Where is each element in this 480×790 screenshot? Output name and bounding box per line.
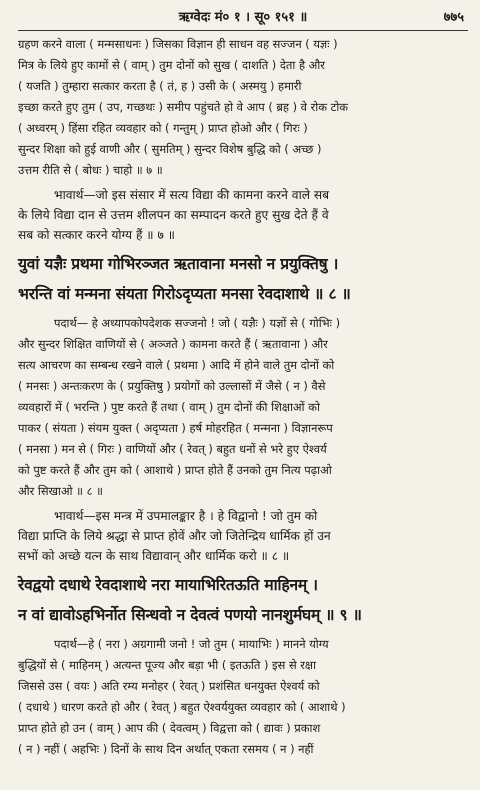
padarth-line: पदार्थ—हे ( नरा ) अग्रगामी जनो ! जो तुम ( मायाभिः ) मानने योग्य xyxy=(54,637,329,651)
padarth-line: और सिखाओ ॥ ८ ॥ xyxy=(18,484,103,498)
padarth-line: बुद्धियों से ( माहिनम् ) अत्यन्त पूज्य और बड़ा भी ( इतऊति ) इस से रक्षा xyxy=(18,658,317,672)
bhavarth-line: भावार्थ—जो इस संसार में सत्य विद्या की कामना करने वाले सब xyxy=(54,188,330,202)
padarth-line: पाकर ( संयता ) संयम युक्त ( अदृप्यता ) हर्ष मोहरहित ( मन्मना ) विज्ञानरूप xyxy=(18,421,333,435)
padarth-line: उत्तम रीति से ( बोधः ) चाहो ॥ ७ ॥ xyxy=(18,163,163,177)
padarth-line: को पुष्ट करते हैं और तुम को ( आशाथे ) प्राप्त होते हैं उनको तुम नित्य पढ़ाओ xyxy=(18,463,332,477)
running-title: ऋग्वेदः मं० १ । सू० १५१ ॥ xyxy=(178,10,308,25)
padarth-line: ( यजति ) तुम्हारा सत्कार करता है ( तं, ह ) उसी के ( अस्मयु ) हमारी xyxy=(18,79,302,93)
mantra-line: युवां यज्ञैः प्रथमा गोभिरञ्जत ऋतावाना मनसो न प्रयुक्तिषु । xyxy=(18,254,339,273)
padarth-line: जिससे उस ( वयः ) अति रम्य मनोहर ( रेवत् ) प्रशंसित धनयुक्त ऐश्वर्य को xyxy=(18,679,320,693)
bhavarth-line: विद्या प्राप्ति के लिये श्रद्धा से प्राप्त होवें और जो जितेन्द्रिय धार्मिक हों उन xyxy=(18,529,331,543)
padarth-line: ( मनसा ) मन से ( गिरः ) वाणियों और ( रेवत् ) बहुत धनों से भरे हुए ऐश्वर्य xyxy=(18,442,327,456)
padarth-line: व्यवहारों में ( भरन्ति ) पुष्ट करते हैं तथा ( वाम् ) तुम दोनों की शिक्षाओं को xyxy=(18,400,320,414)
padarth-line: सत्य आचरण का सम्बन्ध रखने वाले ( प्रथमा ) आदि में होने वाले तुम दोनों को xyxy=(18,358,335,372)
bhavarth-line: सभों को अच्छे यत्न के साथ विद्यावान् और धार्मिक करो ॥ ८ ॥ xyxy=(18,549,290,563)
page-header xyxy=(18,6,468,30)
bhavarth-line: भावार्थ—इस मन्त्र में उपमालङ्कार है । हे विद्वानो ! जो तुम को xyxy=(54,509,318,523)
padarth-line: और सुन्दर शिक्षित वाणियों से ( अञ्जते ) कामना करते हैं ( ऋतावाना ) और xyxy=(18,337,328,351)
padarth-line: ( न ) नहीं ( अहभिः ) दिनों के साथ दिन अर्थात् एकता रसमय ( न ) नहीं xyxy=(18,742,314,756)
padarth-line: पदार्थ— हे अध्यापकोपदेशक सज्जनो ! जो ( यज्ञैः ) यज्ञों से ( गोभिः ) xyxy=(54,316,341,330)
mantra-line: न वां द्यावोऽहभिर्नोत सिन्धवो न देवत्वं पणयो नानशुर्मघम् ॥ ९ ॥ xyxy=(18,605,362,624)
bhavarth-line: के लिये विद्या दान से उत्तम शीलपन का सम्पादन करते हुए सुख देते हैं वे xyxy=(18,208,329,222)
mantra-line: भरन्ति वां मन्मना संयता गिरोऽदृप्यता मनसा रेवदाशाथे ॥ ८ ॥ xyxy=(18,284,351,303)
header-rule xyxy=(18,30,468,31)
padarth-line: सुन्दर शिक्षा को हुई वाणी और ( सुमतिम् ) सुन्दर विशेष बुद्धि को ( अच्छ ) xyxy=(18,142,322,156)
padarth-line: ( मनसः ) अन्तःकरण के ( प्रयुक्तिषु ) प्रयोगों को उल्लासों में जैसे ( न ) वैसे xyxy=(18,379,326,393)
padarth-line: ग्रहण करने वाला ( मन्मसाधनः ) जिसका विज्ञान ही साधन वह सज्जन ( यज्ञः ) xyxy=(18,37,338,51)
padarth-line: ( अध्वरम् ) हिंसा रहित व्यवहार को ( गन्तुम् ) प्राप्त होओ और ( गिरः ) xyxy=(18,121,308,135)
page-number: ७७५ xyxy=(443,10,464,25)
padarth-line: ( दधाथे ) धारण करते हो और ( रेवत् ) बहुत ऐश्वर्ययुक्त व्यवहार को ( आशाथे ) xyxy=(18,700,346,714)
page-content xyxy=(18,34,468,764)
mantra-line: रेवद्वयो दधाथे रेवदाशाथे नरा मायाभिरितऊति माहिनम् । xyxy=(18,575,318,594)
padarth-line: प्राप्त होते हो उन ( वाम् ) आप की ( देवत्वम् ) विद्वत्ता को ( द्यावः ) प्रकाश xyxy=(18,721,321,735)
padarth-line: मित्र के लिये हुए कामों से ( वाम् ) तुम दोनों को सुख ( दाशति ) देता है और xyxy=(18,58,325,72)
block-gap xyxy=(18,760,468,764)
bhavarth-line: सब को सत्कार करने योग्य हैं ॥ ७ ॥ xyxy=(18,228,175,242)
padarth-line: इच्छा करते हुए तुम ( उप, गच्छथः ) समीप पहुंचते हो वे आप ( ब्रह ) वे रोक टोक xyxy=(18,100,349,114)
